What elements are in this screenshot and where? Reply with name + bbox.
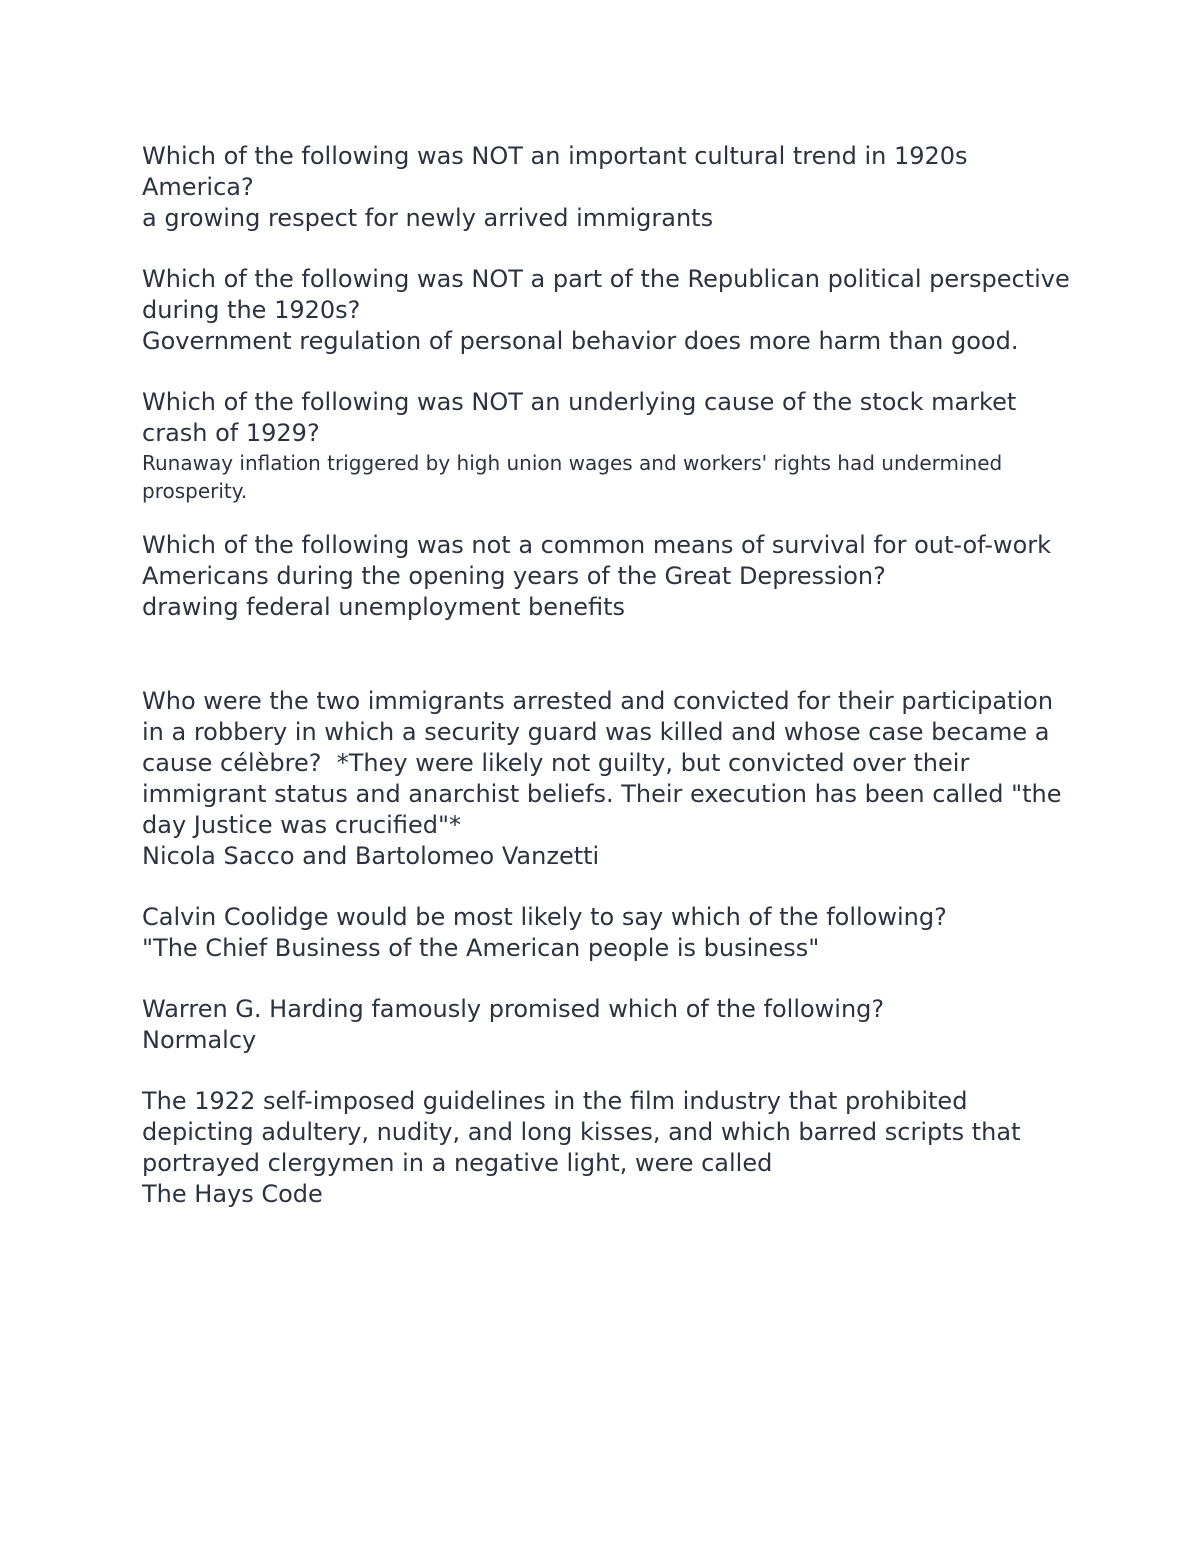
qa-item	[142, 530, 1072, 623]
question-text: Who were the two immigrants arrested and convicted for their participation in a robbery in which a security guard was killed and whose case became a cause célèbre? *They were likely not guilty, but convicted over their immigrant status and anarchist beliefs. Their execution has been called "the day Justice was crucified"*	[142, 687, 1070, 839]
qa-item	[142, 994, 1072, 1056]
answer-text: a growing respect for newly arrived immigrants	[142, 204, 714, 232]
answer-text: Runaway inflation triggered by high union wages and workers' rights had undermined prosperity.	[142, 451, 1009, 503]
answer-text: Nicola Sacco and Bartolomeo Vanzetti	[142, 842, 600, 870]
answer-text: drawing federal unemployment benefits	[142, 593, 626, 621]
question-text: Calvin Coolidge would be most likely to say which of the following?	[142, 903, 947, 931]
answer-text: The Hays Code	[142, 1180, 323, 1208]
question-text: Which of the following was NOT a part of the Republican political perspective during the 1920s?	[142, 265, 1078, 324]
question-text: Which of the following was NOT an underlying cause of the stock market crash of 1929?	[142, 388, 1024, 447]
qa-item	[142, 686, 1072, 872]
answer-text: "The Chief Business of the American people is business"	[142, 934, 820, 962]
question-text: Which of the following was not a common means of survival for out-of-work Americans during the opening years of the Great Depression?	[142, 531, 1059, 590]
qa-item	[142, 902, 1072, 964]
answer-text: Government regulation of personal behavior does more harm than good.	[142, 327, 1019, 355]
qa-item	[142, 1086, 1072, 1210]
answer-text: Normalcy	[142, 1026, 257, 1054]
question-text: Which of the following was NOT an important cultural trend in 1920s America?	[142, 142, 976, 201]
question-text: Warren G. Harding famously promised which of the following?	[142, 995, 885, 1023]
qa-item	[142, 264, 1078, 357]
question-text: The 1922 self-imposed guidelines in the film industry that prohibited depicting adultery, nudity, and long kisses, and which barred scripts that portrayed clergymen in a negative light, were called	[142, 1087, 1029, 1177]
qa-item	[142, 141, 1072, 234]
qa-item	[142, 387, 1072, 505]
document-page	[142, 141, 1078, 1210]
